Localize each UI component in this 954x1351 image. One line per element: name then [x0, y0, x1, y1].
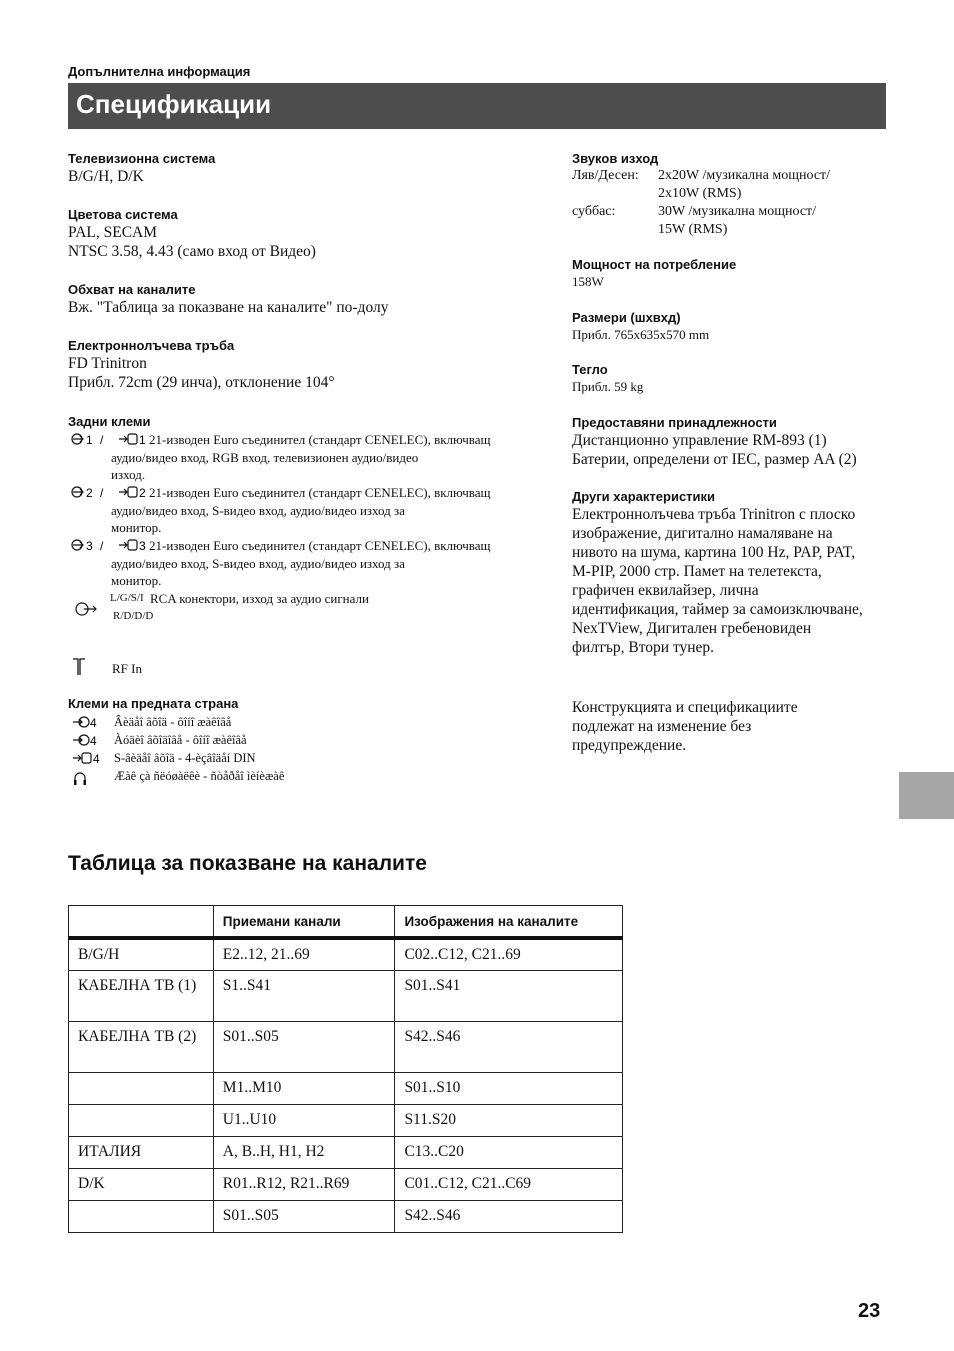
page-number: 23	[858, 1300, 881, 1322]
front-terminals-heading: Клеми на предната страна	[68, 696, 239, 711]
front-terminal-headphones	[68, 768, 548, 788]
scart-rgb-icon	[118, 432, 148, 449]
audio-out-right-label: R/D/D/D	[113, 610, 154, 622]
channel-table	[68, 905, 623, 1233]
other-features-line: филтър, Втори тунер.	[572, 639, 715, 656]
other-features-line: идентификация, таймер за самоизключване,	[572, 601, 863, 618]
accessories-line: Дистанционно управление RM-893 (1)	[572, 432, 827, 449]
front-terminal-text: Àóäèî âõîäîâå - ôîíî æàêîâå	[114, 733, 247, 747]
other-features-block	[572, 489, 902, 657]
table-cell: S42..S46	[395, 1021, 623, 1072]
notice-line: Конструкцията и спецификациите	[572, 699, 798, 716]
sound-output-heading: Звуков изход	[572, 151, 659, 166]
tv-system-heading: Телевизионна система	[68, 151, 216, 166]
other-features-line: NexTView, Дигитален гребеновиден	[572, 620, 812, 637]
other-features-line: M-PIP, 2000 стр. Памет на телетекста,	[572, 563, 822, 580]
table-cell: C13..C20	[395, 1136, 623, 1168]
other-features-line: изображение, дигитално намаляване на	[572, 525, 833, 542]
channel-coverage-heading: Обхват на каналите	[68, 282, 196, 297]
sound-row-value: 30W /музикална мощност/	[658, 204, 817, 219]
table-cell: ИТАЛИЯ	[69, 1136, 214, 1168]
scart-input-icon	[70, 432, 112, 449]
table-cell: S42..S46	[395, 1200, 623, 1232]
notice-block	[572, 698, 892, 755]
picture-tube-heading: Електроннолъчева тръба	[68, 338, 235, 353]
sound-row-subwoofer	[572, 203, 892, 239]
rear-terminal-line: 21-изводен Euro съединител (стандарт CENELEC), включващ	[149, 538, 491, 553]
color-system-line: NTSC 3.58, 4.43 (само вход от Видео)	[68, 243, 316, 260]
channel-table-title: Таблица за показване на каналите	[68, 852, 427, 875]
sound-row-label: Ляв/Десен:	[572, 168, 639, 183]
front-terminal-text: Æàê çà ñëóøàëêè - ñòåðåî ìèíèæàê	[114, 769, 285, 783]
channel-coverage-value: Вж. "Таблица за показване на каналите" по-долу	[68, 299, 389, 316]
table-row	[69, 1021, 623, 1072]
table-cell	[69, 1200, 214, 1232]
tv-system-value: B/G/H, D/K	[68, 168, 144, 185]
table-header-cell: Приемани канали	[213, 906, 395, 939]
svg-text:4: 4	[90, 734, 97, 747]
rear-terminal-line: аудио/видео вход, RGB вход, телевизионен аудио/видео	[111, 449, 419, 465]
rear-rf-in	[68, 658, 548, 680]
table-row	[69, 1104, 623, 1136]
power-block	[572, 257, 892, 291]
table-row	[69, 938, 623, 970]
svg-text:4: 4	[93, 752, 100, 765]
table-cell: E2..12, 21..69	[213, 938, 395, 970]
svg-text:/: /	[100, 433, 104, 446]
weight-heading: Тегло	[572, 362, 608, 377]
table-cell: S01..S05	[213, 1021, 395, 1072]
other-features-line: нивото на шума, картина 100 Hz, PAP, PAT,	[572, 544, 856, 561]
table-cell: S01..S05	[213, 1200, 395, 1232]
rear-terminal-line: аудио/видео вход, S-видео вход, аудио/видео изход за	[111, 555, 405, 571]
picture-tube-line: Прибл. 72cm (29 инча), отклонение 104°	[68, 374, 335, 391]
front-terminal-video	[68, 714, 548, 732]
accessories-line: Батерии, определени от IEC, размер AA (2)	[572, 451, 857, 468]
front-terminal-text: S-âèäåî âõîä - 4-èçâîäåí DIN	[114, 751, 256, 765]
dimensions-block	[572, 310, 892, 344]
page-title: Спецификации	[76, 89, 272, 119]
other-features-heading: Други характеристики	[572, 489, 716, 504]
table-cell: R01..R12, R21..R69	[213, 1168, 395, 1200]
rear-terminal-3	[68, 537, 548, 589]
chapter-tab	[899, 772, 954, 819]
table-cell: U1..U10	[213, 1104, 395, 1136]
picture-tube-block	[68, 338, 548, 392]
svg-text:/: /	[100, 486, 104, 499]
table-cell: S01..S41	[395, 970, 623, 1021]
other-features-line: Електроннолъчева тръба Trinitron с плоско	[572, 506, 856, 523]
table-cell: S1..S41	[213, 970, 395, 1021]
sound-row-label: суббас:	[572, 204, 616, 219]
color-system-line: PAL, SECAM	[68, 224, 158, 241]
table-cell: C01..C12, C21..C69	[395, 1168, 623, 1200]
color-system-heading: Цветова система	[68, 207, 178, 222]
rf-in-text: RF In	[112, 661, 142, 676]
rear-terminal-1	[68, 431, 548, 483]
sound-row-value: 2x20W /музикална мощност/	[658, 168, 831, 183]
table-row	[69, 1136, 623, 1168]
dimensions-heading: Размери (шхвхд)	[572, 310, 681, 325]
sound-row-lr	[572, 167, 892, 203]
svg-text:4: 4	[90, 716, 97, 729]
svg-text:1: 1	[86, 433, 93, 446]
rear-terminal-line: изход.	[111, 467, 146, 482]
color-system-block	[68, 207, 548, 261]
title-bar	[68, 83, 886, 129]
scart-svideo-icon	[118, 538, 148, 555]
table-header-cell: Изображения на каналите	[395, 906, 623, 939]
table-cell: B/G/H	[69, 938, 214, 970]
audio-out-text: RCA конектори, изход за аудио сигнали	[150, 591, 369, 606]
table-header-cell	[69, 906, 214, 939]
svideo-input-icon	[72, 751, 102, 768]
table-header-row	[69, 906, 623, 939]
svg-text:1: 1	[139, 433, 146, 446]
weight-block	[572, 362, 892, 396]
audio-out-left-label: L/G/S/I	[110, 592, 144, 604]
sound-row-value: 15W (RMS)	[658, 221, 728, 237]
rear-terminal-line: монитор.	[111, 520, 162, 535]
audio-output-icon	[74, 601, 100, 620]
rear-terminals-heading-block	[68, 414, 548, 430]
table-cell	[69, 1072, 214, 1104]
power-heading: Мощност на потребление	[572, 257, 737, 272]
svg-text:3: 3	[139, 539, 146, 552]
headphones-icon	[73, 770, 87, 789]
svg-text:2: 2	[139, 486, 146, 499]
scart-svideo-icon	[118, 485, 148, 502]
front-terminals-heading-block	[68, 696, 548, 712]
table-cell	[69, 1104, 214, 1136]
table-row	[69, 1168, 623, 1200]
other-features-line: графичен еквилайзер, лична	[572, 582, 759, 599]
table-cell: A, B..H, H1, H2	[213, 1136, 395, 1168]
weight-value: Прибл. 59 kg	[572, 379, 644, 394]
table-row	[69, 970, 623, 1021]
rear-audio-out	[68, 590, 548, 630]
rear-terminals-heading: Задни клеми	[68, 414, 151, 429]
notice-line: подлежат на изменение без	[572, 718, 752, 735]
accessories-block	[572, 415, 902, 469]
svg-text:2: 2	[86, 486, 93, 499]
antenna-icon	[70, 658, 90, 679]
rear-terminal-line: монитор.	[111, 573, 162, 588]
channel-coverage-block	[68, 282, 548, 317]
rear-terminal-line: аудио/видео вход, S-видео вход, аудио/видео изход за	[111, 502, 405, 518]
table-cell: D/K	[69, 1168, 214, 1200]
table-row	[69, 1200, 623, 1232]
front-terminal-audio	[68, 732, 548, 750]
picture-tube-line: FD Trinitron	[68, 355, 147, 372]
rear-terminal-2	[68, 484, 548, 536]
rear-terminal-line: 21-изводен Euro съединител (стандарт CENELEC), включващ	[149, 432, 491, 447]
table-cell: S11.S20	[395, 1104, 623, 1136]
section-label: Допълнителна информация	[68, 64, 251, 79]
sound-row-value: 2x10W (RMS)	[658, 185, 742, 201]
table-row	[69, 1072, 623, 1104]
front-terminal-svideo	[68, 750, 548, 768]
table-cell: КАБЕЛНА ТВ (2)	[69, 1021, 214, 1072]
table-cell: M1..M10	[213, 1072, 395, 1104]
rear-terminal-line: 21-изводен Euro съединител (стандарт CENELEC), включващ	[149, 485, 491, 500]
svg-text:/: /	[100, 539, 104, 552]
dimensions-value: Прибл. 765x635x570 mm	[572, 327, 710, 342]
front-terminal-text: Âèäåî âõîä - ôîíî æàêîâå	[114, 715, 232, 729]
table-cell: C02..C12, C21..69	[395, 938, 623, 970]
scart-input-icon	[70, 538, 112, 555]
audio-input-icon	[72, 733, 102, 750]
table-cell: S01..S10	[395, 1072, 623, 1104]
accessories-heading: Предоставяни принадлежности	[572, 415, 777, 430]
power-value: 158W	[572, 274, 604, 289]
table-cell: КАБЕЛНА ТВ (1)	[69, 970, 214, 1021]
sound-output-heading-block	[572, 151, 892, 167]
tv-system-block	[68, 151, 548, 186]
svg-text:3: 3	[86, 539, 93, 552]
video-input-icon	[72, 715, 102, 732]
notice-line: предупреждение.	[572, 737, 687, 754]
scart-input-icon	[70, 485, 112, 502]
